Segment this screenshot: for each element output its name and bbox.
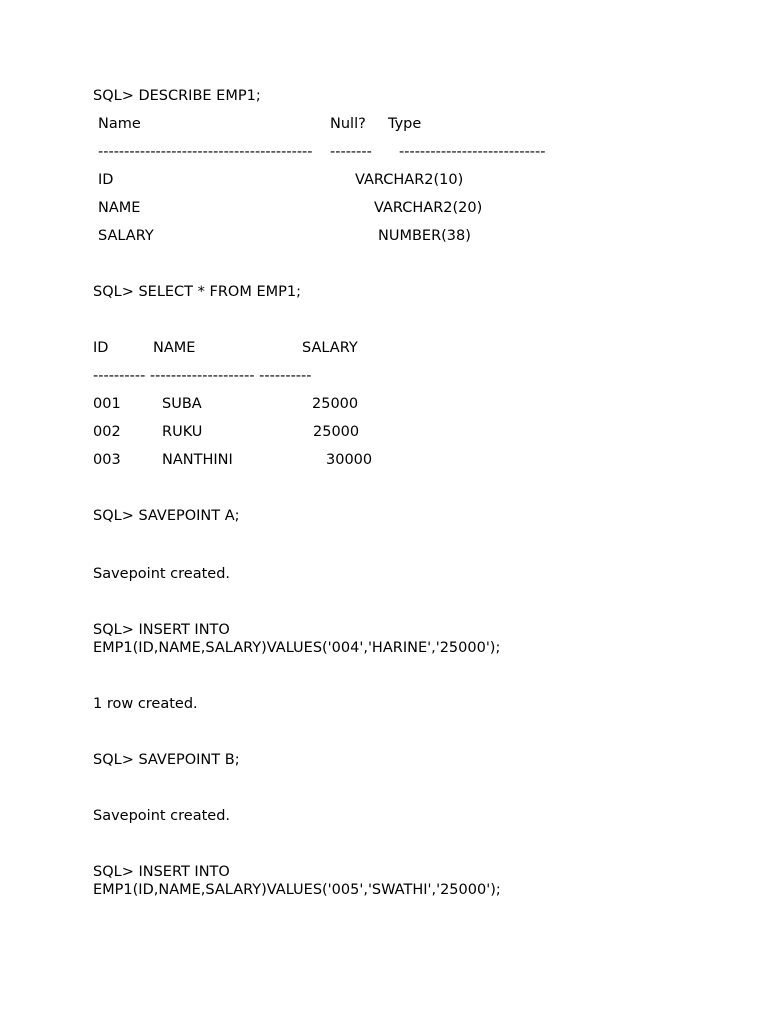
insert-2-command-line2: EMP1(ID,NAME,SALARY)VALUES('005','SWATHI','25000'); bbox=[93, 882, 501, 898]
describe-command: SQL> DESCRIBE EMP1; bbox=[93, 88, 261, 104]
describe-row-name: NAME bbox=[98, 200, 141, 216]
describe-row-name: ID bbox=[98, 172, 114, 188]
select-row-name: RUKU bbox=[162, 424, 203, 440]
savepoint-b-result: Savepoint created. bbox=[93, 808, 231, 824]
select-row-salary: 30000 bbox=[326, 452, 373, 468]
select-command: SQL> SELECT * FROM EMP1; bbox=[93, 284, 301, 300]
insert-1-command-line2: EMP1(ID,NAME,SALARY)VALUES('004','HARINE','25000'); bbox=[93, 640, 501, 656]
select-row-id: 001 bbox=[93, 396, 121, 412]
select-row-id: 002 bbox=[93, 424, 121, 440]
insert-1-command-line1: SQL> INSERT INTO bbox=[93, 622, 230, 638]
select-separator: ---------- -------------------- ---------- bbox=[93, 368, 312, 384]
describe-row-name: SALARY bbox=[98, 228, 154, 244]
insert-1-result: 1 row created. bbox=[93, 696, 198, 712]
select-row-name: NANTHINI bbox=[162, 452, 233, 468]
savepoint-a-command: SQL> SAVEPOINT A; bbox=[93, 508, 240, 524]
describe-header-null: Null? bbox=[330, 116, 366, 132]
describe-row-type: NUMBER(38) bbox=[378, 228, 471, 244]
select-header-name: NAME bbox=[153, 340, 196, 356]
describe-separator-type: ---------------------------- bbox=[399, 144, 546, 160]
select-header-salary: SALARY bbox=[302, 340, 358, 356]
select-header-id: ID bbox=[93, 340, 109, 356]
describe-header-type: Type bbox=[388, 116, 422, 132]
select-row-salary: 25000 bbox=[312, 396, 359, 412]
select-row-salary: 25000 bbox=[313, 424, 360, 440]
describe-separator-name: ----------------------------------------- bbox=[98, 144, 313, 160]
insert-2-command-line1: SQL> INSERT INTO bbox=[93, 864, 230, 880]
describe-row-type: VARCHAR2(10) bbox=[355, 172, 464, 188]
savepoint-b-command: SQL> SAVEPOINT B; bbox=[93, 752, 240, 768]
savepoint-a-result: Savepoint created. bbox=[93, 566, 231, 582]
select-row-name: SUBA bbox=[162, 396, 202, 412]
describe-header-name: Name bbox=[98, 116, 141, 132]
describe-separator-null: -------- bbox=[330, 144, 372, 160]
describe-row-type: VARCHAR2(20) bbox=[374, 200, 483, 216]
select-row-id: 003 bbox=[93, 452, 121, 468]
